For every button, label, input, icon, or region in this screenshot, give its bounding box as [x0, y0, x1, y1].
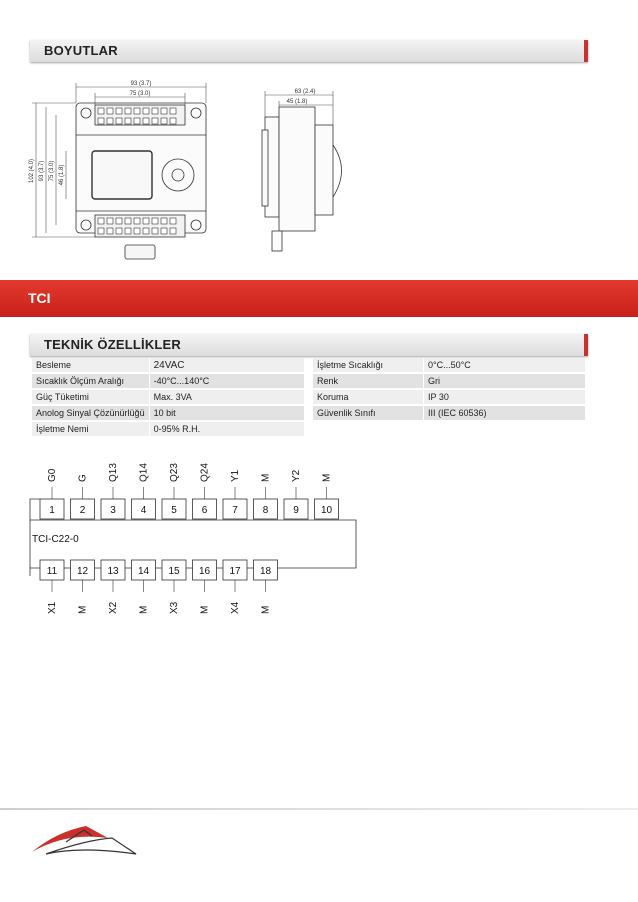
- dim-front-height2: 93 (3.7): [39, 160, 45, 182]
- terminal-number: 17: [229, 566, 241, 577]
- signal-label: X4: [230, 601, 241, 614]
- spec-label: Anolog Sinyal Çözünürlüğü: [32, 405, 149, 421]
- terminal-top-1: [40, 468, 64, 519]
- terminal-number: 12: [76, 566, 89, 577]
- terminal-top-9: [284, 469, 308, 519]
- terminal-bottom-13: [101, 560, 125, 614]
- spec-row: [313, 389, 585, 405]
- dim-front-terminal-width: 75 (3.0): [129, 91, 151, 97]
- spec-label: Sıcaklık Ölçüm Aralığı: [32, 373, 149, 389]
- spec-value: 24VAC: [149, 358, 304, 373]
- terminal-number: 5: [171, 505, 177, 516]
- dim-front-height3: 75 (3.0): [49, 160, 55, 182]
- dim-front-width: 93 (3.7): [130, 81, 152, 87]
- signal-label: X2: [108, 601, 119, 614]
- terminal-number: 10: [320, 505, 333, 516]
- section-title: TEKNİK ÖZELLİKLER: [44, 337, 182, 352]
- spec-value: IP 30: [424, 389, 586, 405]
- terminal-bottom-11: [40, 560, 64, 614]
- signal-label: M: [199, 605, 211, 614]
- terminal-number: 11: [46, 566, 58, 577]
- signal-label: M: [321, 473, 333, 482]
- signal-label: M: [138, 605, 150, 614]
- signal-label: M: [77, 605, 89, 614]
- spec-table-left: [32, 358, 304, 438]
- signal-label: G0: [47, 468, 58, 482]
- terminal-bottom-18: [254, 560, 278, 614]
- terminal-number: 3: [110, 505, 116, 516]
- signal-label: M: [260, 473, 272, 482]
- signal-label: Q24: [199, 463, 211, 482]
- terminal-number: 4: [140, 505, 147, 516]
- terminal-number: 9: [293, 505, 299, 516]
- spec-row: [32, 389, 304, 405]
- terminal-bottom-17: [223, 560, 247, 614]
- spec-label: Güç Tüketimi: [32, 389, 149, 405]
- section-header-dimensions: [30, 40, 588, 62]
- dim-side-depth: 63 (2.4): [294, 89, 316, 95]
- section-title: BOYUTLAR: [44, 43, 118, 58]
- terminal-bottom-15: [162, 560, 186, 614]
- dim-front-height: 102 (4.0): [29, 158, 35, 184]
- spec-value: -40°C...140°C: [149, 373, 304, 389]
- signal-label: Q13: [108, 463, 119, 482]
- signal-label: M: [260, 605, 272, 614]
- spec-value: Max. 3VA: [149, 389, 304, 405]
- product-band: [0, 280, 638, 317]
- dim-side-depth2: 45 (1.8): [286, 99, 308, 105]
- spec-table-right: [313, 358, 585, 422]
- spec-row: [32, 405, 304, 421]
- terminal-number: 14: [137, 566, 150, 577]
- terminal-top-10: [315, 474, 339, 519]
- terminal-number: 6: [201, 505, 208, 516]
- spec-label: İşletme Nemi: [32, 421, 149, 437]
- terminal-number: 18: [259, 566, 272, 577]
- dim-front-height4: 46 (1.8): [59, 164, 65, 186]
- dimension-drawing: [0, 75, 638, 275]
- brand-logo: [26, 818, 146, 868]
- signal-label: Q14: [138, 463, 150, 482]
- terminal-number: 15: [168, 566, 180, 577]
- wiring-diagram: [0, 450, 638, 630]
- spec-label: Besleme: [32, 358, 149, 373]
- terminal-number: 2: [79, 505, 86, 516]
- spec-row: [32, 358, 304, 373]
- product-title: TCI: [28, 290, 51, 306]
- signal-label: X1: [47, 601, 58, 614]
- footer-divider: [0, 808, 638, 810]
- terminal-top-6: [193, 463, 217, 519]
- terminal-bottom-12: [71, 560, 95, 614]
- spec-row: [32, 421, 304, 437]
- terminal-number: 13: [107, 566, 119, 577]
- spec-value: 0°C...50°C: [424, 358, 586, 373]
- spec-row: [313, 405, 585, 421]
- section-header-tech-specs: [30, 334, 588, 356]
- terminal-bottom-16: [193, 560, 217, 614]
- spec-row: [313, 373, 585, 389]
- terminal-top-5: [162, 463, 186, 519]
- signal-label: X3: [169, 601, 180, 614]
- spec-value: III (IEC 60536): [424, 405, 586, 421]
- device-label: TCI-C22-0: [32, 534, 79, 545]
- signal-label: Y2: [291, 469, 302, 482]
- terminal-bottom-14: [132, 560, 156, 614]
- signal-label: Q23: [169, 463, 180, 482]
- spec-row: [32, 373, 304, 389]
- terminal-top-2: [71, 474, 95, 519]
- spec-value: 0-95% R.H.: [149, 421, 304, 437]
- spec-row: [313, 358, 585, 373]
- terminal-top-4: [132, 463, 156, 519]
- terminal-top-7: [223, 469, 247, 519]
- spec-label: Koruma: [313, 389, 424, 405]
- spec-label: İşletme Sıcaklığı: [313, 358, 424, 373]
- signal-label: G: [77, 474, 89, 482]
- terminal-number: 16: [198, 566, 211, 577]
- spec-value: 10 bit: [149, 405, 304, 421]
- spec-label: Güvenlik Sınıfı: [313, 405, 424, 421]
- spec-label: Renk: [313, 373, 424, 389]
- terminal-top-8: [254, 474, 278, 519]
- terminal-number: 7: [232, 505, 238, 516]
- terminal-number: 8: [262, 505, 269, 516]
- terminal-number: 1: [49, 505, 55, 516]
- signal-label: Y1: [230, 469, 241, 482]
- spec-value: Gri: [424, 373, 586, 389]
- terminal-top-3: [101, 463, 125, 519]
